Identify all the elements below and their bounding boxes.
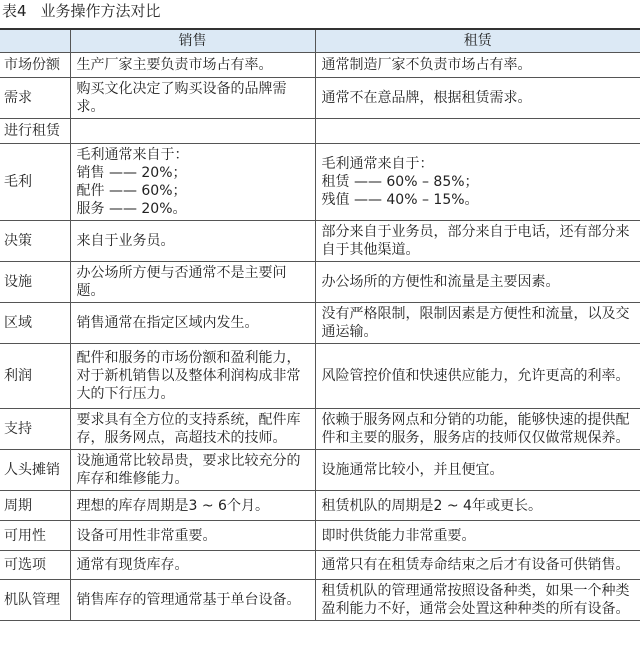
sale-cell: 通常有现货库存。	[70, 551, 315, 580]
sale-cell: 理想的库存周期是3 ~ 6个月。	[70, 491, 315, 521]
sale-cell: 设施通常比较昂贵，要求比较充分的库存和维修能力。	[70, 450, 315, 491]
row-label: 周期	[0, 491, 70, 521]
lease-cell: 租赁机队的管理通常按照设备种类，如果一个种类盈利能力不好，通常会处置这种种类的所有设备。	[315, 580, 640, 621]
table-row	[0, 409, 640, 450]
table-title: 业务操作方法对比	[40, 2, 161, 20]
header-sale: 销售	[70, 29, 315, 53]
lease-cell: 通常制造厂家不负责市场占有率。	[315, 53, 640, 78]
table-row	[0, 303, 640, 344]
row-label: 可选项	[0, 551, 70, 580]
header-blank	[0, 29, 70, 53]
header-lease: 租赁	[315, 29, 640, 53]
sale-cell: 生产厂家主要负责市场占有率。	[70, 53, 315, 78]
sale-cell: 销售通常在指定区域内发生。	[70, 303, 315, 344]
table-row	[0, 53, 640, 78]
row-label: 区域	[0, 303, 70, 344]
table-row	[0, 144, 640, 221]
sale-cell	[70, 119, 315, 144]
lease-cell: 部分来自于业务员，部分来自于电话，还有部分来自于其他渠道。	[315, 221, 640, 262]
table-row	[0, 580, 640, 621]
sale-cell: 要求具有全方位的支持系统，配件库存，服务网点，高超技术的技师。	[70, 409, 315, 450]
lease-cell: 即时供货能力非常重要。	[315, 521, 640, 551]
sale-cell: 配件和服务的市场份额和盈利能力，对于新机销售以及整体利润构成非常大的下行压力。	[70, 344, 315, 409]
header-row	[0, 29, 640, 53]
row-label: 进行租赁	[0, 119, 70, 144]
sale-cell: 销售库存的管理通常基于单台设备。	[70, 580, 315, 621]
row-label: 需求	[0, 78, 70, 119]
sale-cell: 毛利通常来自于： 销售 —— 20%； 配件 —— 60%； 服务 —— 20%。	[70, 144, 315, 221]
table-number: 表4	[2, 2, 27, 20]
row-label: 市场份额	[0, 53, 70, 78]
sale-cell: 购买文化决定了购买设备的品牌需求。	[70, 78, 315, 119]
row-label: 毛利	[0, 144, 70, 221]
sale-cell: 办公场所方便与否通常不是主要问题。	[70, 262, 315, 303]
sale-cell: 来自于业务员。	[70, 221, 315, 262]
lease-cell: 租赁机队的周期是2 ~ 4年或更长。	[315, 491, 640, 521]
lease-cell: 毛利通常来自于： 租赁 —— 60% – 85%； 残值 —— 40% – 15%。	[315, 144, 640, 221]
row-label: 可用性	[0, 521, 70, 551]
table-caption	[0, 0, 640, 28]
row-label: 决策	[0, 221, 70, 262]
row-label: 人头摊销	[0, 450, 70, 491]
table-row	[0, 262, 640, 303]
table-row	[0, 491, 640, 521]
table-row	[0, 78, 640, 119]
lease-cell: 没有严格限制，限制因素是方便性和流量，以及交通运输。	[315, 303, 640, 344]
lease-cell: 通常只有在租赁寿命结束之后才有设备可供销售。	[315, 551, 640, 580]
lease-cell: 风险管控价值和快速供应能力，允许更高的利率。	[315, 344, 640, 409]
table-row	[0, 521, 640, 551]
lease-cell: 设施通常比较小，并且便宜。	[315, 450, 640, 491]
row-label: 机队管理	[0, 580, 70, 621]
lease-cell: 依赖于服务网点和分销的功能，能够快速的提供配件和主要的服务，服务店的技师仅仅做常规保养。	[315, 409, 640, 450]
table-row	[0, 450, 640, 491]
row-label: 设施	[0, 262, 70, 303]
lease-cell: 办公场所的方便性和流量是主要因素。	[315, 262, 640, 303]
sale-cell: 设备可用性非常重要。	[70, 521, 315, 551]
row-label: 支持	[0, 409, 70, 450]
table-row	[0, 119, 640, 144]
lease-cell: 通常不在意品牌，根据租赁需求。	[315, 78, 640, 119]
lease-cell	[315, 119, 640, 144]
comparison-table	[0, 28, 640, 621]
table-row	[0, 221, 640, 262]
table-row	[0, 551, 640, 580]
row-label: 利润	[0, 344, 70, 409]
table-row	[0, 344, 640, 409]
